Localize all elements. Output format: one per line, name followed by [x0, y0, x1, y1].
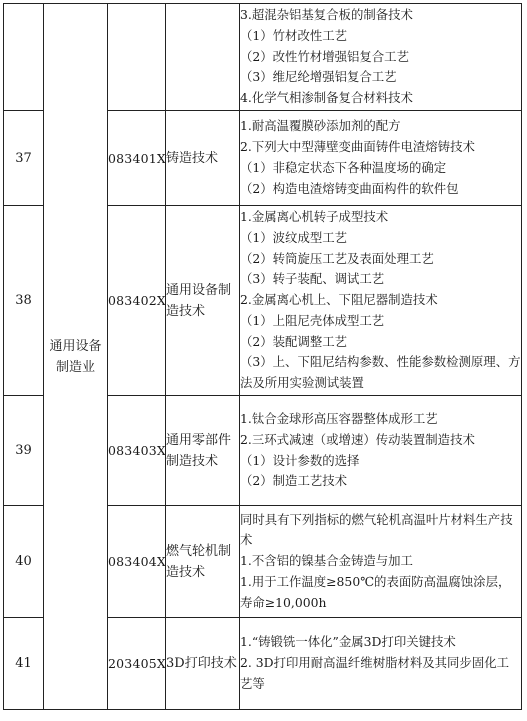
tech-line: （1）非稳定状态下各种温度场的确定 [240, 160, 447, 175]
tech-line: 同时具有下列指标的燃气轮机高温叶片材料生产技术 [240, 511, 513, 548]
row-name: 通用设备制造技术 [166, 206, 240, 396]
tech-line: （2）改性竹材增强铝复合工艺 [240, 48, 409, 64]
code-cell-empty [108, 4, 166, 111]
row-code: 203405X [108, 618, 166, 710]
tech-line: （2）构造电渣熔铸变曲面构件的软件包 [240, 180, 459, 196]
tech-line: 2.金属离心机上、下阻尼器制造技术 [240, 292, 438, 308]
tech-line: 2.三环式减速（或增速）传动装置制造技术 [240, 431, 475, 447]
row-code: 083402X [108, 206, 166, 396]
name-cell-empty [166, 4, 240, 111]
row-number: 37 [4, 111, 44, 206]
tech-line: 1.钛合金球形高压容器整体成形工艺 [240, 410, 438, 426]
tech-line: （3）维尼纶增强铝复合工艺 [240, 69, 397, 85]
tech-line: （1）设计参数的选择 [240, 452, 360, 468]
tech-cell [240, 506, 522, 618]
tech-cell [240, 111, 522, 206]
tech-line: 2. 3D打印用耐高温纤维树脂材料及其同步固化工艺等 [240, 655, 509, 691]
technology-catalog-table [3, 3, 522, 710]
tech-line: 2.下列大中型薄壁变曲面铸件电渣熔铸技术 [240, 139, 475, 155]
tech-cell [240, 618, 522, 710]
tech-line: （3）上、下阻尼结构参数、性能参数检测原理、方法及所用实验测试装置 [240, 354, 521, 391]
row-name: 燃气轮机制造技术 [166, 506, 240, 618]
tech-line: 1.耐高温覆膜砂添加剂的配方 [240, 118, 401, 134]
tech-cell [240, 4, 522, 111]
row-code: 083404X [108, 506, 166, 618]
tech-line: （2）转筒旋压工艺及表面处理工艺 [240, 250, 434, 266]
row-name: 3D打印技术 [166, 618, 240, 710]
tech-cell [240, 206, 522, 396]
no-cell-empty [4, 4, 44, 111]
tech-line: （1）波纹成型工艺 [240, 229, 348, 245]
tech-line: （1）竹材改性工艺 [240, 27, 348, 43]
row-number: 40 [4, 506, 44, 618]
row-name: 铸造技术 [166, 111, 240, 206]
tech-line: 1.不含铝的镍基合金铸造与加工 [240, 553, 413, 569]
row-code: 083401X [108, 111, 166, 206]
row-code: 083403X [108, 396, 166, 506]
row-number: 41 [4, 618, 44, 710]
tech-line: 1.“铸锻铣一体化”金属3D打印关键技术 [240, 634, 456, 650]
tech-line: （2）装配调整工艺 [240, 333, 348, 349]
table-row-continuation [4, 4, 522, 111]
row-number: 38 [4, 206, 44, 396]
category-cell [44, 4, 108, 710]
tech-line: （3）转子装配、调试工艺 [240, 271, 385, 287]
category-label: 通用设备制造业 [49, 338, 102, 375]
tech-line: 4.化学气相渗制备复合材料技术 [240, 90, 413, 106]
tech-line: （1）上阻尼壳体成型工艺 [240, 312, 385, 328]
tech-line: （2）制造工艺技术 [240, 473, 348, 489]
tech-line: 1.用于工作温度≥850℃的表面防高温腐蚀涂层，寿命≥10,000h [240, 573, 511, 610]
tech-line: 3.超混杂铝基复合板的制备技术 [240, 7, 413, 22]
row-name: 通用零部件制造技术 [166, 396, 240, 506]
tech-line: 1.金属离心机转子成型技术 [240, 208, 389, 224]
row-number: 39 [4, 396, 44, 506]
tech-cell [240, 396, 522, 506]
